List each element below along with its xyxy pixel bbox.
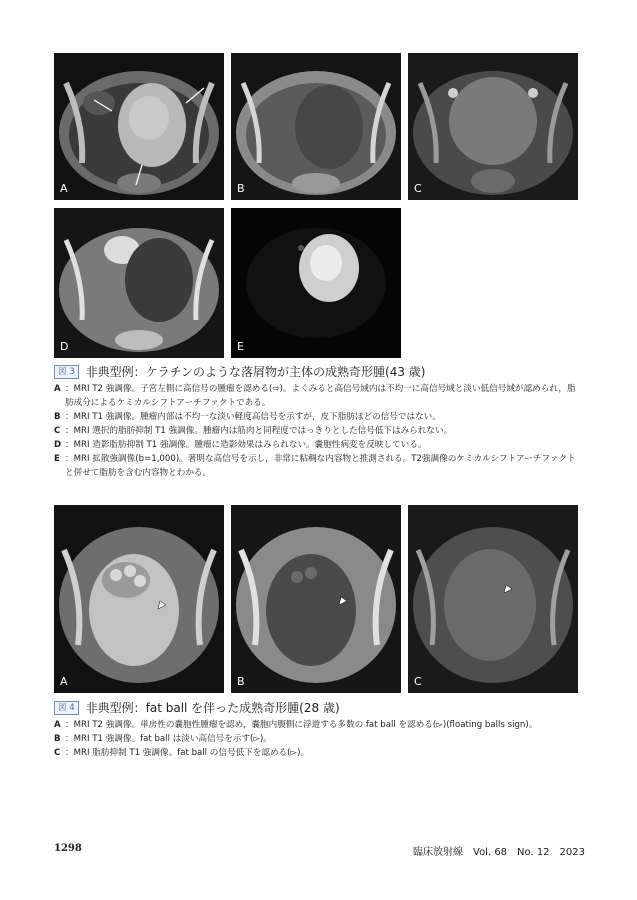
fig4-panel-b	[231, 505, 401, 693]
caption-key: D	[54, 440, 62, 450]
caption-key: E	[54, 454, 60, 464]
caption-text: ：MRI T2 強調像。子宮左側に高信号の腫瘤を認める(⇨)。よくみると高信号域内は不均一に高信号域と淡い低信号域が認められ，脂肪成分によるケミカルシフトアーチファクトである。	[65, 384, 576, 408]
caption-key: B	[54, 734, 61, 744]
caption-text: ：MRI T1 強調像。腫瘤内部は不均一な淡い軽度高信号を示すが，皮下脂肪ほどの信号ではない。	[65, 412, 441, 422]
caption-text: ：MRI 拡散強調像(b=1,000)。著明な高信号を示し，非常に粘稠な内容物と推測される。T2強調像のケミカルシフトアーチファクトと併せて脂肪を含む内容物とわかる。	[65, 454, 576, 478]
caption-text: ：MRI T2 強調像。単房性の嚢胞性腫瘤を認め，嚢胞内腹側に浮遊する多数の fat ball を認める(▻)(floating balls sign)。	[65, 720, 538, 730]
figure-title: 非典型例：fat ball を伴った成熟奇形腫(28 歳)	[85, 701, 340, 715]
fig3-panel-e	[231, 208, 401, 358]
mri-t1-image	[231, 505, 401, 693]
fig3-panel-d	[54, 208, 224, 358]
journal-info: 臨床放射線 Vol. 68 No. 12 2023	[413, 847, 585, 858]
caption-text: ：MRI 造影脂肪抑制 T1 強調像。腫瘤に造影効果はみられない。嚢胞性病変を反映している。	[65, 440, 427, 450]
fig4-panel-a	[54, 505, 224, 693]
figure-number: 図 4	[54, 701, 79, 715]
mri-t1-image	[231, 53, 401, 200]
fig3-panel-a	[54, 53, 224, 200]
fig4-captions	[54, 718, 584, 760]
mri-fat-suppressed-t1-image	[408, 505, 578, 693]
fig4-title-row	[54, 699, 340, 716]
figure-title: 非典型例：ケラチンのような落屑物が主体の成熟奇形腫(43 歳)	[85, 365, 426, 379]
panel-label: E	[237, 340, 244, 353]
mri-fat-suppressed-t1-image	[408, 53, 578, 200]
mri-t2-image	[54, 53, 224, 200]
fig3-captions	[54, 382, 584, 480]
caption-c	[54, 424, 584, 438]
mri-contrast-enhanced-image	[54, 208, 224, 358]
caption-text: ：MRI T1 強調像。fat ball は淡い高信号を示す(▻)。	[65, 734, 272, 744]
caption-a	[54, 382, 584, 410]
caption-c	[54, 746, 584, 760]
caption-e	[54, 452, 584, 480]
panel-label: D	[60, 340, 69, 353]
fig3-title-row	[54, 363, 425, 380]
caption-key: A	[54, 720, 61, 730]
caption-d	[54, 438, 584, 452]
panel-label: C	[414, 675, 422, 688]
panel-label: B	[237, 675, 245, 688]
mri-diffusion-image	[231, 208, 401, 358]
caption-text: ：MRI 脂肪抑制 T1 強調像。fat ball の信号低下を認める(▻)。	[65, 748, 310, 758]
figure-number: 図 3	[54, 365, 79, 379]
fig4-panel-c	[408, 505, 578, 693]
panel-label: A	[60, 675, 68, 688]
page-number: 1298	[54, 843, 82, 854]
caption-b	[54, 732, 584, 746]
fig3-panel-c	[408, 53, 578, 200]
panel-label: A	[60, 182, 68, 195]
fig3-panel-b	[231, 53, 401, 200]
caption-key: A	[54, 384, 61, 394]
caption-key: C	[54, 748, 61, 758]
caption-key: C	[54, 426, 61, 436]
caption-key: B	[54, 412, 61, 422]
caption-b	[54, 410, 584, 424]
caption-a	[54, 718, 584, 732]
mri-t2-image	[54, 505, 224, 693]
caption-text: ：MRI 選択的脂肪抑制 T1 強調像。腫瘤内は筋肉と同程度ではっきりとした信号低下はみられない。	[65, 426, 453, 436]
panel-label: C	[414, 182, 422, 195]
panel-label: B	[237, 182, 245, 195]
